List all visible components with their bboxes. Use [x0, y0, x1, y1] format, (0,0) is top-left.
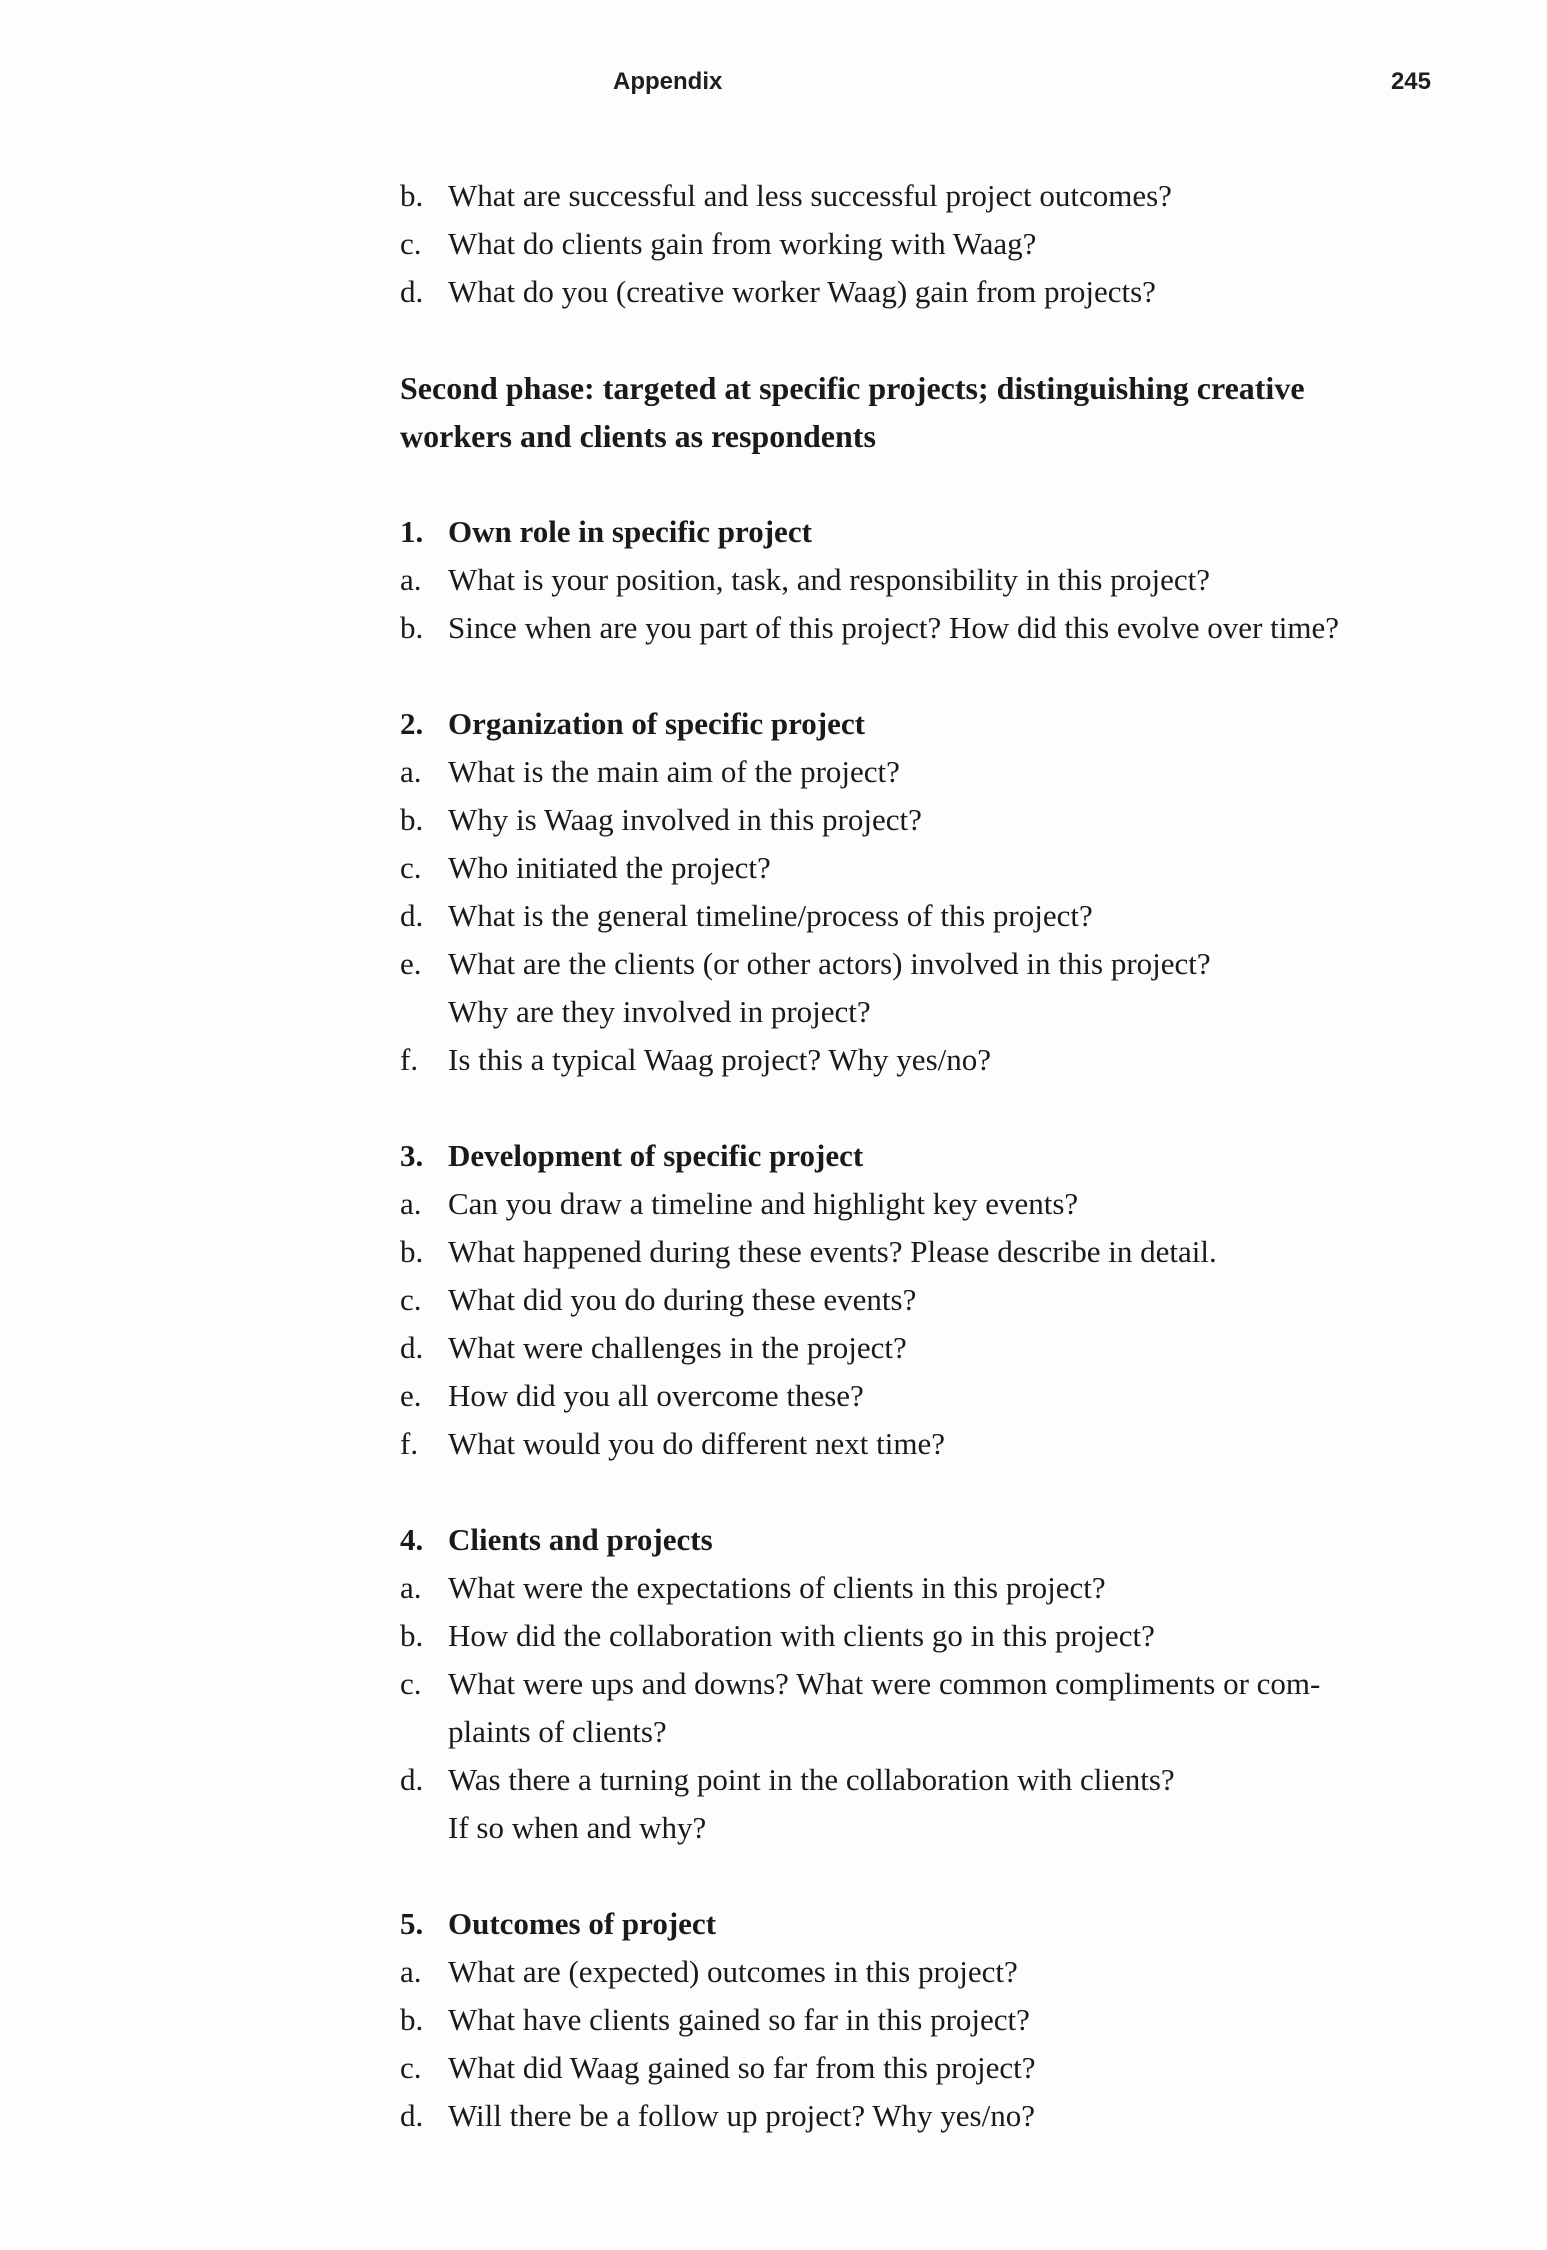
item-text: What were ups and downs? What were common compliments or com- — [448, 1666, 1321, 1701]
section-heading — [400, 1900, 1434, 1948]
list-item — [400, 796, 1434, 844]
list-item — [400, 1324, 1434, 1372]
item-text: plaints of clients? — [448, 1714, 667, 1749]
intro-list — [400, 172, 1434, 316]
item-letter: c. — [400, 850, 422, 885]
item-text: Who initiated the project? — [448, 850, 771, 885]
item-text: What were the expectations of clients in this project? — [448, 1570, 1106, 1605]
item-text: Is this a typical Waag project? Why yes/no? — [448, 1042, 991, 1077]
item-text: What happened during these events? Please describe in detail. — [448, 1234, 1217, 1269]
item-text: What have clients gained so far in this project? — [448, 2002, 1030, 2037]
list-item — [400, 556, 1434, 604]
item-letter: d. — [400, 898, 424, 933]
question-section — [400, 1516, 1434, 1852]
item-text: What did Waag gained so far from this project? — [448, 2050, 1036, 2085]
item-letter: c. — [400, 226, 422, 261]
item-text: What were challenges in the project? — [448, 1330, 907, 1365]
item-letter: b. — [400, 610, 424, 645]
item-letter: e. — [400, 946, 422, 981]
question-section — [400, 1900, 1434, 2140]
section-number: 1. — [400, 514, 424, 549]
section-number: 2. — [400, 706, 424, 741]
item-letter: d. — [400, 2098, 424, 2133]
item-letter: b. — [400, 1618, 424, 1653]
item-letter: b. — [400, 1234, 424, 1269]
item-text: What are (expected) outcomes in this project? — [448, 1954, 1018, 1989]
list-item — [400, 268, 1434, 316]
item-text: What is the main aim of the project? — [448, 754, 900, 789]
item-text: What did you do during these events? — [448, 1282, 917, 1317]
list-item — [400, 1948, 1434, 1996]
section-number: 4. — [400, 1522, 424, 1557]
section-heading — [400, 1516, 1434, 1564]
list-item — [400, 172, 1434, 220]
list-item — [400, 940, 1434, 988]
section-heading-text: Development of specific project — [448, 1138, 864, 1173]
item-letter: c. — [400, 1282, 422, 1317]
item-letter: a. — [400, 754, 422, 789]
list-item — [400, 892, 1434, 940]
item-text: What would you do different next time? — [448, 1426, 946, 1461]
item-letter: c. — [400, 2050, 422, 2085]
item-letter: b. — [400, 2002, 424, 2037]
section-number: 3. — [400, 1138, 424, 1173]
list-item — [400, 1180, 1434, 1228]
item-letter: b. — [400, 178, 424, 213]
list-item — [400, 1372, 1434, 1420]
item-text: What do clients gain from working with Waag? — [448, 226, 1037, 261]
section-heading-text: Outcomes of project — [448, 1906, 717, 1941]
list-item-continuation — [400, 1804, 1434, 1852]
page-body — [400, 172, 1434, 2140]
phase-title — [400, 364, 1434, 460]
item-text: What do you (creative worker Waag) gain from projects? — [448, 274, 1156, 309]
item-text: What is the general timeline/process of this project? — [448, 898, 1093, 933]
list-item — [400, 1420, 1434, 1468]
list-item-continuation — [400, 988, 1434, 1036]
list-item — [400, 1036, 1434, 1084]
list-item — [400, 1756, 1434, 1804]
item-letter: a. — [400, 562, 422, 597]
section-number: 5. — [400, 1906, 424, 1941]
item-text: Why are they involved in project? — [448, 994, 871, 1029]
list-item — [400, 1996, 1434, 2044]
item-text: How did the collaboration with clients go in this project? — [448, 1618, 1155, 1653]
phase-title-line: workers and clients as respondents — [400, 418, 876, 454]
list-item — [400, 604, 1434, 652]
item-letter: b. — [400, 802, 424, 837]
page-number: 245 — [1390, 68, 1431, 95]
item-text: If so when and why? — [448, 1810, 707, 1845]
running-title: Appendix — [613, 68, 723, 95]
item-text: Since when are you part of this project? How did this evolve over time? — [448, 610, 1339, 645]
item-letter: c. — [400, 1666, 422, 1701]
item-letter: d. — [400, 1762, 424, 1797]
section-heading — [400, 508, 1434, 556]
item-letter: a. — [400, 1570, 422, 1605]
list-item — [400, 748, 1434, 796]
list-item-continuation — [400, 1708, 1434, 1756]
item-text: Will there be a follow up project? Why yes/no? — [448, 2098, 1035, 2133]
question-section — [400, 700, 1434, 1084]
question-sections — [400, 508, 1434, 2140]
list-item — [400, 1660, 1434, 1708]
item-text: What are the clients (or other actors) involved in this project? — [448, 946, 1211, 981]
item-letter: d. — [400, 1330, 424, 1365]
list-item — [400, 1228, 1434, 1276]
question-section — [400, 1132, 1434, 1468]
item-letter: e. — [400, 1378, 422, 1413]
list-item — [400, 844, 1434, 892]
list-item — [400, 1276, 1434, 1324]
item-text: Why is Waag involved in this project? — [448, 802, 922, 837]
item-text: Was there a turning point in the collaboration with clients? — [448, 1762, 1175, 1797]
section-heading-text: Own role in specific project — [448, 514, 812, 549]
item-letter: a. — [400, 1186, 422, 1221]
section-heading — [400, 700, 1434, 748]
section-heading-text: Clients and projects — [448, 1522, 713, 1557]
list-item — [400, 220, 1434, 268]
item-text: What are successful and less successful project outcomes? — [448, 178, 1172, 213]
list-item — [400, 1564, 1434, 1612]
list-item — [400, 2092, 1434, 2140]
section-heading-text: Organization of specific project — [448, 706, 865, 741]
list-item — [400, 2044, 1434, 2092]
list-item — [400, 1612, 1434, 1660]
section-heading — [400, 1132, 1434, 1180]
phase-title-line: Second phase: targeted at specific projects; distinguishing creative — [400, 370, 1305, 406]
question-section — [400, 508, 1434, 652]
item-text: How did you all overcome these? — [448, 1378, 864, 1413]
item-letter: d. — [400, 274, 424, 309]
item-text: Can you draw a timeline and highlight key events? — [448, 1186, 1079, 1221]
item-text: What is your position, task, and responsibility in this project? — [448, 562, 1210, 597]
item-letter: f. — [400, 1042, 419, 1077]
item-letter: a. — [400, 1954, 422, 1989]
item-letter: f. — [400, 1426, 419, 1461]
